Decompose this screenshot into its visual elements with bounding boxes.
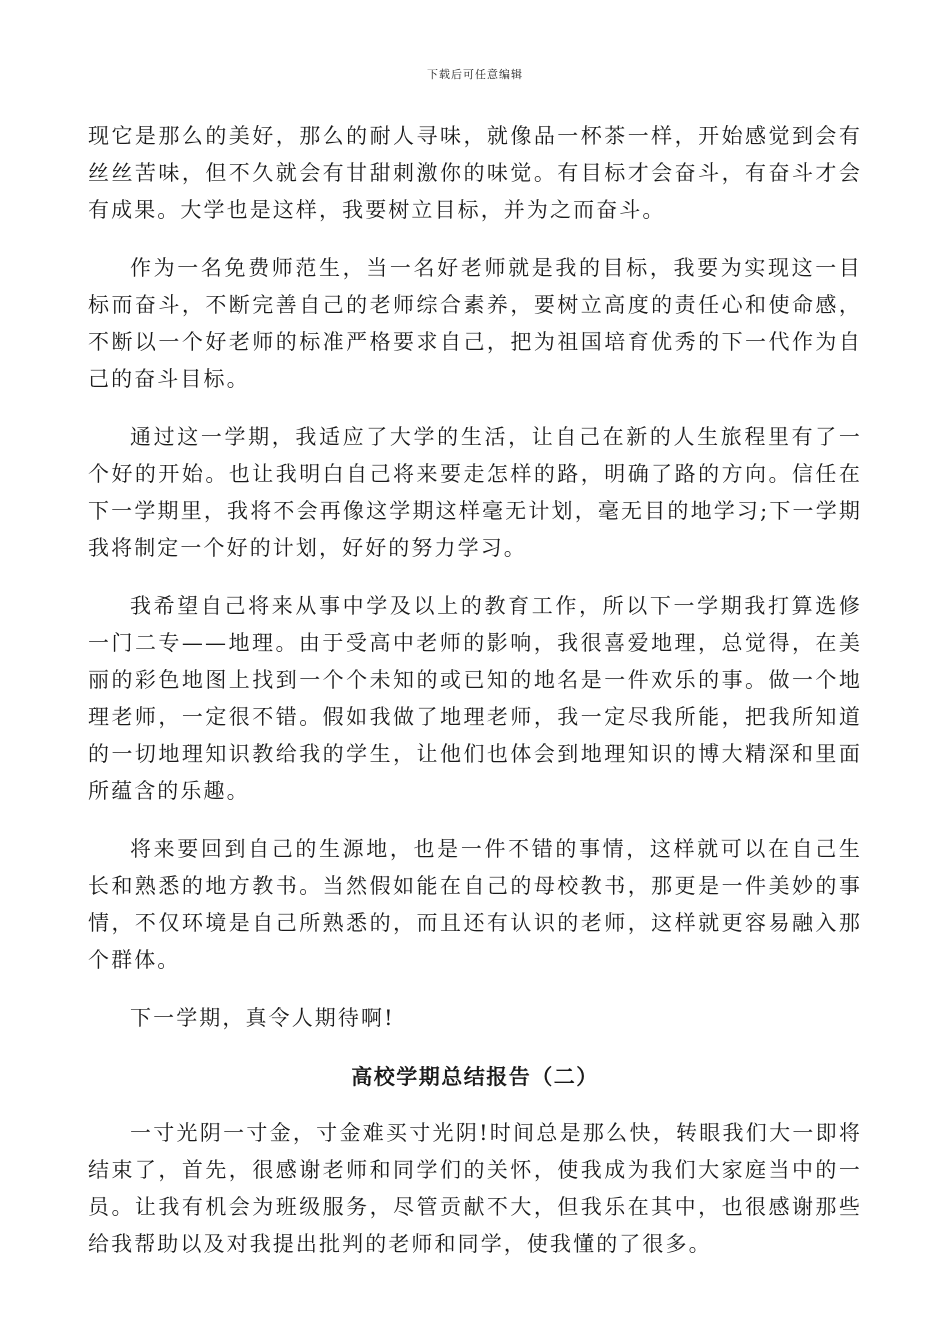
paragraph-hometown: 将来要回到自己的生源地，也是一件不错的事情，这样就可以在自己生长和熟悉的地方教书。当然假如能在自己的母校教书，那更是一件美妙的事情，不仅环境是自己所熟悉的，而且还有认识的老师，这样就更容易融入那个群体。 xyxy=(88,837,862,972)
paragraph-report-two-intro: 一寸光阴一寸金，寸金难买寸光阴!时间总是那么快，转眼我们大一即将结束了，首先，很感谢老师和同学们的关怀，使我成为我们大家庭当中的一员。让我有机会为班级服务，尽管贡献不大，但我乐在其中，也很感谢那些给我帮助以及对我提出批判的老师和同学，使我懂的了很多。 xyxy=(88,1121,862,1256)
document-body xyxy=(88,118,862,1284)
section-title: 高校学期总结报告（二） xyxy=(351,1064,599,1089)
paragraph-goal: 作为一名免费师范生，当一名好老师就是我的目标，我要为实现这一目标而奋斗，不断完善自己的老师综合素养，要树立高度的责任心和使命感，不断以一个好老师的标准严格要求自己，把为祖国培育优秀的下一代作为自己的奋斗目标。 xyxy=(88,256,862,391)
page-header: 下载后可任意编辑 xyxy=(427,68,523,81)
paragraph-geography: 我希望自己将来从事中学及以上的教育工作，所以下一学期我打算选修一门二专——地理。由于受高中老师的影响，我很喜爱地理，总觉得，在美丽的彩色地图上找到一个个未知的或已知的地名是一件欢乐的事。做一个地理老师，一定很不错。假如我做了地理老师，我一定尽我所能，把我所知道的一切地理知识教给我的学生，让他们也体会到地理知识的博大精深和里面所蕴含的乐趣。 xyxy=(88,594,862,803)
paragraph-continuation: 现它是那么的美好，那么的耐人寻味，就像品一杯茶一样，开始感觉到会有丝丝苦味，但不久就会有甘甜刺激你的味觉。有目标才会奋斗，有奋斗才会有成果。大学也是这样，我要树立目标，并为之而奋斗。 xyxy=(88,124,862,222)
paragraph-closing: 下一学期，真令人期待啊! xyxy=(130,1006,395,1030)
paragraph-semester-review: 通过这一学期，我适应了大学的生活，让自己在新的人生旅程里有了一个好的开始。也让我明白自己将来要走怎样的路，明确了路的方向。信任在下一学期里，我将不会再像这学期这样毫无计划，毫无目的地学习;下一学期我将制定一个好的计划，好好的努力学习。 xyxy=(88,425,862,560)
